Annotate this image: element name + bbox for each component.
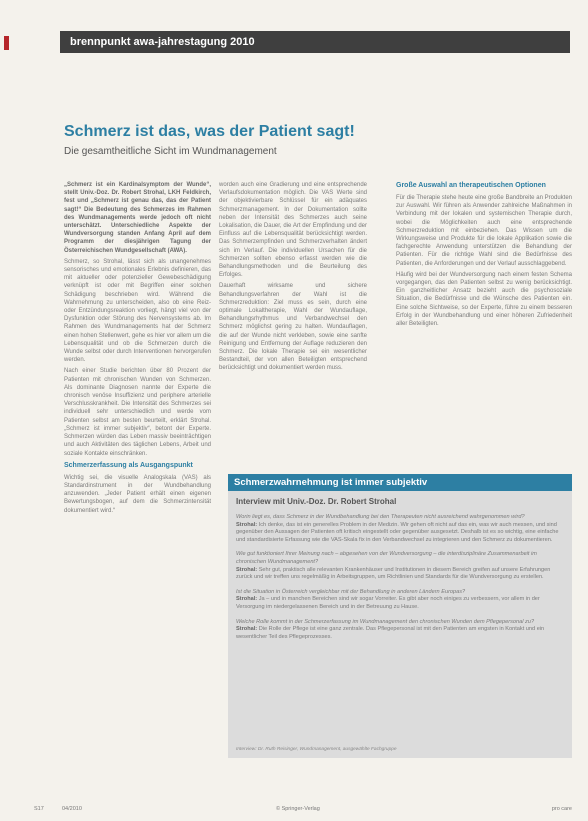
publisher-label: © Springer-Verlag bbox=[276, 806, 320, 812]
answer-text: Ich denke, das ist ein generelles Problem in der Medizin. Wir gehen oft nicht auf das ein, was wir auch messen, und sind gegenüber den Aussagen der Patienten oft kritisch eingestellt oder gegenüber ausgesetzt. Deshalb ist es so wichtig, eine einfache und standardisierte Erfassung wie die VAS-Skala fix in den Verbandwechsel zu integrieren und den Schmerz zu dokumentieren. bbox=[236, 521, 559, 543]
section-heading: Große Auswahl an therapeutischen Optionen bbox=[396, 182, 546, 189]
interview-qa bbox=[236, 514, 564, 544]
interview-question: Welche Rolle kommt in der Schmerzerfassung im Wundmanagement den chronischen Wunden dem Pflegepersonal zu? bbox=[236, 618, 535, 625]
interview-question: Ist die Situation in Österreich vergleichbar mit der Behandlung in anderen Ländern Europas? bbox=[236, 588, 466, 595]
interview-qa bbox=[236, 589, 564, 612]
answer-text: Sehr gut, praktisch alle relevanten Krankenhäuser und Institutionen in diesem Bereich greifen auf unsere Erfahrungen zurück und wir treffen uns regelmäßig in Arbeitsgruppen, um Richtlinien und Standards für die Wundversorgung zu erstellen. bbox=[236, 566, 551, 581]
section-header bbox=[60, 31, 570, 53]
article-column-3 bbox=[396, 181, 572, 331]
article-title: Schmerz ist das, was der Patient sagt! bbox=[64, 123, 355, 140]
journal-label: pro care bbox=[551, 806, 572, 812]
section-heading: Schmerzerfassung als Ausgangspunkt bbox=[64, 461, 193, 469]
article-column-2 bbox=[219, 181, 367, 376]
interview-title: Interview mit Univ.-Doz. Dr. Robert Strohal bbox=[236, 497, 397, 506]
paragraph: Schmerz, so Strohal, lässt sich als unangenehmes sensorisches und emotionales Erlebnis definieren, das mit aktueller oder potenzieller Gewebeschädigung verknüpft ist oder mit Begriffen einer solchen Schädigung beschrieben wird. Während die Wahrnehmung zu unterscheiden, also ob eine Reiz- oder Entzündungsreaktion vorliegt, hängt viel von der Dysfunktion oder Störung des Nervensystems ab. Im Rahmen des Wundmanagements hat der Schmerz einen hohen Stellenwert, gehe es hier vor allem um die Lebensqualität und ob die Schmerzen durch die Wunde selbst oder durch Interventionen hervorgerufen werden. bbox=[64, 258, 211, 364]
interview-answer bbox=[236, 567, 564, 582]
article-subtitle: Die gesamtheitliche Sicht im Wundmanagement bbox=[64, 146, 277, 157]
section-marker bbox=[4, 36, 9, 50]
interview-box-title: Schmerzwahrnehmung ist immer subjektiv bbox=[228, 474, 572, 491]
page-number: S17 bbox=[34, 806, 44, 812]
answer-text: Die Rolle der Pflege ist eine ganz zentrale. Das Pflegepersonal ist mit den Patienten am engsten in Kontakt und ein wesentlicher Teil des Pflegeprozesses. bbox=[236, 626, 545, 640]
interview-qa bbox=[236, 551, 564, 581]
interview-answer bbox=[236, 522, 564, 545]
interview-question: Wie gut funktioniert Ihrer Meinung nach – abgesehen von der Wundversorgung – die interdisziplinäre Zusammenarbeit im chronischen Wundmanagement? bbox=[236, 551, 537, 565]
paragraph: Dauerhaft wirksame und sichere Behandlungsverfahren der Wahl ist die Schmerzreduktion: Ziel muss es sein, durch eine optimale Lokaltherapie, Wahl der Wundauflage, Behandlungsrhythmus und Verbandwechsel den Schmerz möglichst gering zu halten. Wundauflagen, die auf der Wunde nicht verkleben, sowie eine sanfte Reinigung und Entfernung der Auflage reduzieren den Schmerz. Die lokale Therapie sei ein wesentlicher Bestandteil, der von allen Beteiligten entsprechend berücksichtigt und dokumentiert werden muss. bbox=[219, 283, 367, 372]
section-title: brennpunkt awa-jahrestagung 2010 bbox=[70, 36, 255, 48]
paragraph: Nach einer Studie berichten über 80 Prozent der Patienten mit chronischen Wunden von Schmerzen. Als dominante Diagnosen nannte der Experte die chronisch venöse Insuffizienz und periphere arterielle Verschlusskrankheit. Die Intensität des Schmerzes sei individuell sehr unterschiedlich und werde vom Patienten selbst am besten beurteilt, erklärt Strohal. „Schmerz ist immer subjektiv“, betont der Experte. Schmerzen würden das Leben massiv beeinträchtigen und auch Aktivitäten des täglichen Lebens, Arbeit und soziale Kontakte einschränken. bbox=[64, 368, 211, 457]
article-column-1 bbox=[64, 181, 211, 518]
interview-box bbox=[228, 491, 572, 758]
paragraph: worden auch eine Gradierung und eine entsprechende Verlaufsdokumentation möglich. Die VAS Werte sind der objektivierbare Schlüssel für ein adäquates Schmerzmanagement. In der Dokumentation sollte neben der Intensität des Schmerzes auch seine Lokalisation, die Dauer, die Art der Empfindung und der Einfluss auf die Lebensqualität berücksichtigt werden. Das Schmerzempfinden und Schmerzverhalten ändert sich im Verlauf. Die individuellen Ursachen für die Schmerzen sollten ebenso erfasst werden wie die Behandlungsmethoden und die Beurteilung des Erfolges. bbox=[219, 182, 367, 279]
interview-question: Worin liegt es, dass Schmerz in der Wundbehandlung bei den Therapeuten nicht ausreichend wahrgenommen wird? bbox=[236, 514, 525, 520]
paragraph: Häufig wird bei der Wundversorgung nach einem festen Schema vorgegangen, das den Patienten selbst zu wenig berücksichtigt. Ein ganzheitlicher Ansatz bezieht auch die psychosoziale Situation, die Bedürfnisse und die Wünsche des Patienten ein. Eine solche Sichtweise, so der Experte, führe zu einem besseren Erfolg in der Wundbehandlung und einer höheren Zufriedenheit aller Beteiligten. bbox=[396, 271, 572, 328]
issue-label: 04/2010 bbox=[62, 806, 82, 812]
speaker-label: Strohal: bbox=[236, 521, 258, 528]
interview-answer bbox=[236, 596, 564, 611]
interview-credit: Interview: Dr. Ruth Reisinger, Wundmanagement, ausgewählte Fachgruppe bbox=[236, 747, 397, 752]
article-lead: „Schmerz ist ein Kardinalsymptom der Wunde“, stellt Univ.-Doz. Dr. Robert Strohal, LKH Feldkirch, fest und „Schmerz ist genau das, das der Patient sagt!“ Die Bedeutung des Schmerzes im Rahmen des Wundmanagements werde jedoch oft nicht unterschätzt. Unterschiedliche Aspekte der Wundversorgung standen Anfang April auf dem Programm der diesjährigen Tagung der Österreichischen Wundgesellschaft (AWA). bbox=[64, 182, 211, 254]
answer-text: Ja – und in manchen Bereichen sind wir sogar Vorreiter. Es gibt aber noch einiges zu verbessern, vor allem in der Versorgung im niedergelassenen Bereich und in der Betreuung zu Hause. bbox=[236, 596, 540, 610]
interview-qa bbox=[236, 619, 564, 642]
speaker-label: Strohal: bbox=[236, 566, 258, 573]
paragraph: Für die Therapie stehe heute eine große Bandbreite an Produkten zur Auswahl. Wir führen als Anwender zahlreiche Maßnahmen in Verbindung mit der lokalen und systemischen Therapie durch, wobei die Möglichkeiten auch eine entsprechende Schmerzreduktion mit einbeziehen. Das Wissen um die Wirkungsweise und Produkte für die lokale Applikation sowie die fachgerechte Anwendung unterstützen die Behandlung der Patienten. Für die richtige Wahl sind die Bedürfnisse des Patienten, die Anforderungen und der Verlauf ausschlaggebend. bbox=[396, 195, 572, 267]
speaker-label: Strohal: bbox=[236, 596, 258, 603]
page-footer bbox=[34, 806, 572, 816]
interview-answer bbox=[236, 626, 564, 641]
speaker-label: Strohal: bbox=[236, 626, 258, 633]
paragraph: Wichtig sei, die visuelle Analogskala (VAS) als Standardinstrument in der Wundbehandlung anzuwenden. „Jeder Patient erhält einen eigenen Bewertungsbogen, auf dem die Schmerzintensität dokumentiert wird.“ bbox=[64, 474, 211, 514]
